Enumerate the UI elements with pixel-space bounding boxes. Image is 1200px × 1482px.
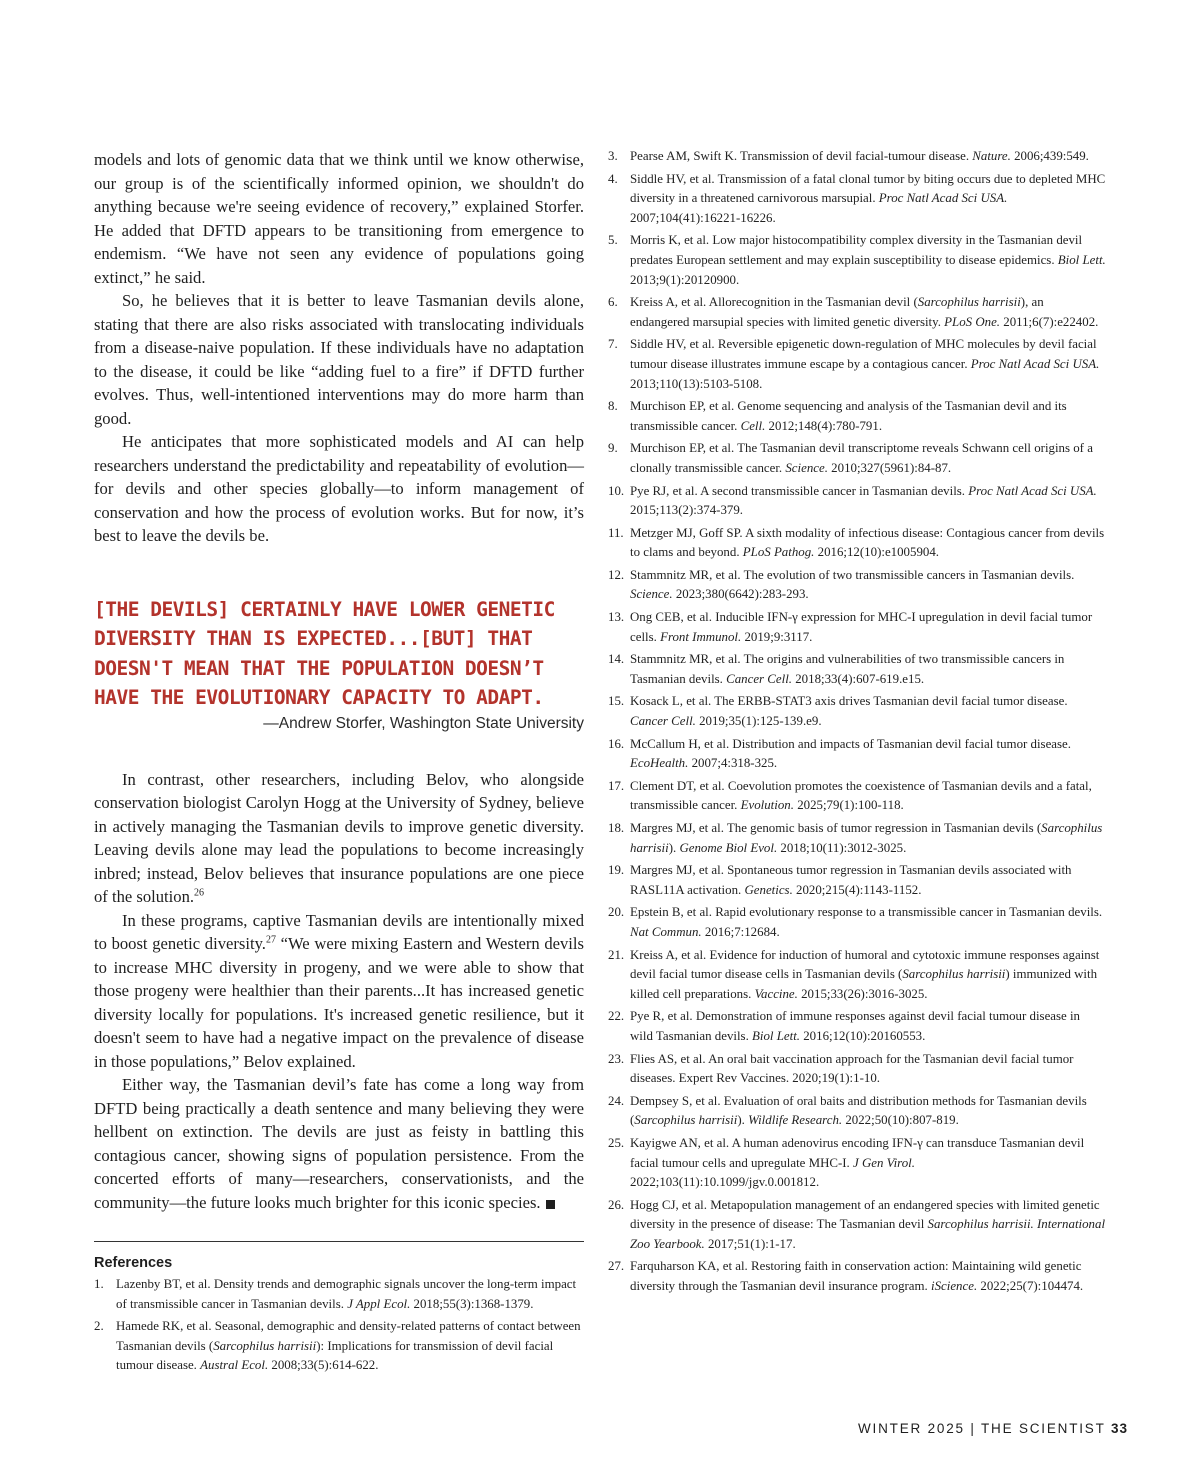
reference-text: Dempsey S, et al. Evaluation of oral baits and distribution methods for Tasmanian devils ( bbox=[630, 1093, 1087, 1128]
reference-journal: Sarcophilus harrisii. International Zoo Yearbook. bbox=[630, 1217, 1106, 1251]
reference-item bbox=[608, 524, 1106, 563]
body-paragraph: He anticipates that more sophisticated models and AI can help researchers understand the predictability and repeatability of evolution—for devils and other species globally—to inform management of conservation and how the process of evolution works. But for now, it’s best to leave the devils be. bbox=[94, 432, 584, 545]
reference-text: Flies AS, et al. An oral bait vaccination approach for the Tasmanian devil facial tumor diseases. Expert Rev Vaccines. 2020;19(1):1-10. bbox=[630, 1051, 1074, 1086]
reference-text: 2008;33(5):614-622. bbox=[268, 1358, 379, 1373]
reference-number: 20. bbox=[608, 905, 625, 920]
reference-journal: Wildlife Research. bbox=[748, 1113, 843, 1128]
reference-text: 2023;380(6642):283-293. bbox=[672, 587, 809, 602]
reference-text: 2018;10(11):3012-3025. bbox=[777, 840, 907, 855]
reference-text: Siddle HV, et al. Reversible epigenetic down-regulation of MHC molecules by devil facial tumour disease illustrates immune escape by a contagious cancer. bbox=[630, 337, 1097, 371]
reference-number: 22. bbox=[608, 1009, 625, 1024]
reference-text: 2018;55(3):1368-1379. bbox=[410, 1296, 534, 1311]
page-footer bbox=[858, 1421, 1128, 1436]
reference-item bbox=[94, 1275, 584, 1314]
body-text: In these programs, captive Tasmanian devils are intentionally mixed to boost genetic diversity. bbox=[94, 910, 584, 953]
reference-text: 2006;439:549. bbox=[1010, 149, 1089, 163]
body-text: Either way, the Tasmanian devil’s fate has come a long way from DFTD being practically a death sentence and many believing they were hellbent on extinction. The devils are just as feisty in battling this contagious cancer, showing signs of population persistence. From the concerted efforts of many—researchers, conservationists, and the community—the future looks much brighter for this iconic species. bbox=[94, 1075, 584, 1212]
reference-text: Murchison EP, et al. Genome sequencing and analysis of the Tasmanian devil and its transmissible cancer. bbox=[630, 399, 1067, 433]
reference-text: Margres MJ, et al. Spontaneous tumor regression in Tasmanian devils associated with RASL11A activation. bbox=[630, 863, 1072, 897]
reference-journal: Biol Lett. bbox=[1057, 252, 1106, 267]
reference-journal: Austral Ecol. bbox=[200, 1358, 269, 1373]
reference-journal: Nature. bbox=[972, 149, 1011, 163]
reference-number: 5. bbox=[608, 233, 618, 248]
reference-text: Stammnitz MR, et al. The origins and vulnerabilities of two transmissible cancers in Tasmanian devils. bbox=[630, 652, 1065, 686]
reference-journal: Genome Biol Evol. bbox=[679, 840, 778, 855]
reference-item bbox=[608, 861, 1106, 900]
pull-quote-attribution: —Andrew Storfer, Washington State University bbox=[263, 714, 584, 732]
body-paragraph: models and lots of genomic data that we think until we know otherwise, our group is of the scientifically informed opinion, we shouldn't do anything because we're seeing evidence of recovery,” explained Storfer. He added that DFTD appears to be transitioning from emergence to endemism. “We have not seen any evidence of populations going extinct,” he said. bbox=[94, 150, 584, 287]
reference-item bbox=[608, 566, 1106, 605]
reference-text: 2022;50(10):807-819. bbox=[842, 1113, 959, 1128]
reference-item bbox=[608, 170, 1106, 229]
reference-text: 2007;4:318-325. bbox=[688, 756, 778, 771]
reference-item bbox=[608, 439, 1106, 478]
reference-journal: iScience. bbox=[931, 1279, 978, 1294]
reference-text: Kosack L, et al. The ERBB-STAT3 axis drives Tasmanian devil facial tumor disease. bbox=[630, 694, 1068, 709]
reference-text: 2022;25(7):104474. bbox=[977, 1279, 1084, 1294]
references-heading: References bbox=[94, 1255, 173, 1271]
references-divider bbox=[94, 1241, 584, 1242]
reference-item bbox=[608, 335, 1106, 394]
reference-text: Pearse AM, Swift K. Transmission of devil facial-tumour disease. bbox=[630, 149, 973, 163]
reference-journal: Front Immunol. bbox=[660, 629, 742, 644]
reference-text: 2017;51(1):1-17. bbox=[704, 1236, 796, 1251]
reference-journal: Sarcophilus harrisii bbox=[917, 295, 1021, 310]
reference-item bbox=[608, 608, 1106, 647]
reference-journal: Proc Natl Acad Sci USA. bbox=[970, 356, 1100, 371]
reference-number: 2. bbox=[94, 1319, 104, 1334]
spacer bbox=[94, 735, 584, 768]
reference-text: 2015;33(26):3016-3025. bbox=[797, 986, 928, 1001]
reference-text: 2013;110(13):5103-5108. bbox=[630, 376, 763, 391]
reference-number: 8. bbox=[608, 399, 618, 414]
reference-text: Pye R, et al. Demonstration of immune responses against devil facial tumour disease in wild Tasmanian devils. bbox=[630, 1009, 1080, 1043]
reference-text: 2007;104(41):16221-16226. bbox=[630, 210, 776, 225]
reference-journal: Vaccine. bbox=[754, 986, 798, 1001]
reference-text: ), an endangered marsupial species with limited genetic diversity. bbox=[630, 295, 1044, 329]
reference-text: 2011;6(7):e22402. bbox=[1000, 314, 1099, 329]
reference-item bbox=[608, 1257, 1106, 1296]
reference-journal: Proc Natl Acad Sci USA. bbox=[968, 483, 1097, 498]
reference-number: 21. bbox=[608, 947, 625, 962]
reference-journal: Science. bbox=[785, 460, 828, 475]
reference-text: Margres MJ, et al. The genomic basis of tumor regression in Tasmanian devils ( bbox=[630, 821, 1042, 835]
body-text: In contrast, other researchers, including Belov, who alongside conservation biologist Carolyn Hogg at the University of Sydney, believe in actively managing the Tasmanian devils to improve genetic diversity. Leaving devils alone may lead the populations to become increasingly inbred; instead, Belov believes that insurance populations are one piece of the solution. bbox=[94, 769, 584, 906]
reference-number: 6. bbox=[608, 295, 618, 310]
main-column bbox=[94, 148, 584, 1214]
reference-text: Farquharson KA, et al. Restoring faith in conservation action: Maintaining wild genetic diversity through the Tasmanian devil insurance program. bbox=[630, 1259, 1082, 1294]
pull-quote: [THE DEVILS] CERTAINLY HAVE LOWER GENETIC DIVERSITY THAN IS EXPECTED...[BUT] THAT DOESN'T MEAN THAT THE POPULATION DOESN’T HAVE THE EVOLUTIONARY CAPACITY TO ADAPT. bbox=[94, 597, 555, 709]
citation-superscript[interactable]: 27 bbox=[265, 934, 276, 946]
reference-item bbox=[608, 1007, 1106, 1046]
page-number: 33 bbox=[1110, 1421, 1128, 1436]
reference-number: 1. bbox=[94, 1277, 104, 1291]
reference-item bbox=[94, 1317, 584, 1376]
reference-journal: PLoS Pathog. bbox=[742, 545, 815, 560]
reference-number: 13. bbox=[608, 610, 625, 625]
reference-journal: Sarcophilus harrisii bbox=[902, 967, 1006, 982]
reference-item bbox=[608, 1134, 1106, 1193]
reference-journal: Cell. bbox=[740, 418, 766, 433]
reference-journal: EcoHealth. bbox=[630, 756, 689, 771]
reference-text: ) immunized with killed cell preparations. bbox=[630, 967, 1098, 1001]
reference-text: 2018;33(4):607-619.e15. bbox=[792, 671, 925, 686]
reference-text: 2012;148(4):780-791. bbox=[765, 418, 883, 433]
reference-text: 2016;7:12684. bbox=[701, 924, 780, 939]
issue-label: WINTER 2025 | THE SCIENTIST bbox=[858, 1421, 1106, 1436]
body-paragraph bbox=[94, 1073, 584, 1214]
reference-journal: J Appl Ecol. bbox=[347, 1296, 411, 1311]
reference-text: Kayigwe AN, et al. A human adenovirus encoding IFN-γ can transduce Tasmanian devil facial tumour cells and upregulate MHC-I. bbox=[630, 1135, 1085, 1170]
reference-text: Siddle HV, et al. Transmission of a fatal clonal tumor by biting occurs due to depleted MHC diversity in a threatened carnivorous marsupial. bbox=[630, 171, 1106, 206]
reference-journal: Biol Lett. bbox=[752, 1028, 801, 1043]
reference-journal: Sarcophilus harrisii bbox=[634, 1113, 738, 1128]
reference-item bbox=[608, 147, 1106, 167]
reference-text: Pye RJ, et al. A second transmissible cancer in Tasmanian devils. bbox=[630, 483, 969, 498]
reference-item bbox=[608, 692, 1106, 731]
reference-journal: Genetics. bbox=[744, 882, 793, 897]
reference-text: Stammnitz MR, et al. The evolution of two transmissible cancers in Tasmanian devils. bbox=[630, 567, 1075, 582]
reference-journal: J Gen Virol. bbox=[853, 1155, 915, 1170]
reference-text: Ong CEB, et al. Inducible IFN-γ expression for MHC-I upregulation in devil facial tumor cells. bbox=[630, 610, 1093, 644]
reference-number: 16. bbox=[608, 736, 625, 751]
reference-text: 2019;9:3117. bbox=[741, 629, 813, 644]
body-text: “We were mixing Eastern and Western devils to increase MHC diversity in progeny, and we were able to show that those progeny were healthier than their parents...It has increased genetic diversity locally for populations. It's increased genetic resilience, but it doesn't seem to have had a negative impact on the prevalence of disease in those populations,” Belov explained. bbox=[94, 934, 584, 1071]
reference-text: 2020;215(4):1143-1152. bbox=[792, 882, 922, 897]
reference-text: Hogg CJ, et al. Metapopulation management of an endangered species with limited genetic diversity in the presence of disease: The Tasmanian devil bbox=[630, 1197, 1100, 1232]
reference-number: 9. bbox=[608, 441, 618, 456]
references-list-right bbox=[608, 147, 1106, 1300]
reference-number: 15. bbox=[608, 694, 625, 709]
reference-item bbox=[608, 650, 1106, 689]
reference-number: 18. bbox=[608, 821, 625, 835]
reference-text: Kreiss A, et al. Evidence for induction of humoral and cytotoxic immune responses against devil facial tumor disease cells in Tasmanian devils ( bbox=[630, 947, 1100, 982]
reference-journal: Sarcophilus harrisii bbox=[213, 1338, 317, 1353]
reference-item bbox=[608, 777, 1106, 816]
reference-item bbox=[608, 735, 1106, 774]
reference-number: 12. bbox=[608, 567, 625, 582]
reference-number: 26. bbox=[608, 1197, 625, 1212]
reference-text: ). bbox=[668, 840, 680, 855]
reference-number: 19. bbox=[608, 863, 625, 878]
reference-item bbox=[608, 1050, 1106, 1089]
end-mark-icon bbox=[546, 1200, 555, 1209]
reference-text: McCallum H, et al. Distribution and impacts of Tasmanian devil facial tumor disease. bbox=[630, 736, 1071, 751]
reference-text: 2022;103(11):10.1099/jgv.0.001812. bbox=[630, 1175, 820, 1190]
reference-text: ): Implications for transmission of devil facial tumour disease. bbox=[116, 1338, 554, 1373]
reference-journal: Cancer Cell. bbox=[630, 714, 696, 729]
reference-text: Metzger MJ, Goff SP. A sixth modality of infectious disease: Contagious cancer from devils to clams and beyond. bbox=[630, 525, 1105, 560]
reference-journal: Proc Natl Acad Sci USA. bbox=[878, 191, 1008, 206]
reference-text: Hamede RK, et al. Seasonal, demographic and density-related patterns of contact between Tasmanian devils ( bbox=[116, 1319, 581, 1353]
reference-item bbox=[608, 231, 1106, 290]
reference-text: Lazenby BT, et al. Density trends and demographic signals uncover the long-term impact of transmissible cancer in Tasmanian devils. bbox=[116, 1277, 577, 1311]
references-list-left bbox=[94, 1275, 584, 1379]
reference-journal: Sarcophilus harrisii bbox=[630, 821, 1103, 855]
body-paragraph bbox=[94, 909, 584, 1074]
reference-text: Morris K, et al. Low major histocompatibility complex diversity in the Tasmanian devil predates European settlement and may explain susceptibility to disease epidemics. bbox=[630, 233, 1083, 267]
reference-text: 2013;9(1):20120900. bbox=[630, 272, 740, 287]
reference-number: 10. bbox=[608, 483, 625, 498]
reference-text: 2019;35(1):125-139.e9. bbox=[695, 714, 822, 729]
reference-item bbox=[608, 1196, 1106, 1255]
reference-number: 27. bbox=[608, 1259, 625, 1274]
body-paragraph bbox=[94, 768, 584, 909]
reference-number: 3. bbox=[608, 149, 618, 163]
reference-text: 2015;113(2):374-379. bbox=[630, 503, 744, 518]
reference-text: Clement DT, et al. Coevolution promotes the coexistence of Tasmanian devils and a fatal, transmissible cancer. bbox=[630, 778, 1092, 813]
reference-number: 17. bbox=[608, 778, 625, 793]
reference-number: 25. bbox=[608, 1135, 625, 1150]
reference-number: 11. bbox=[608, 525, 624, 540]
reference-item bbox=[608, 819, 1106, 858]
body-paragraph: So, he believes that it is better to leave Tasmanian devils alone, stating that there are also risks associated with translocating individuals from a disease-naive population. If these individuals have no adaptation to the disease, it could be like “adding fuel to a fire” if DFTD further evolves. Thus, well-intentioned interventions may do more harm than good. bbox=[94, 291, 584, 428]
reference-item bbox=[608, 397, 1106, 436]
reference-text: Kreiss A, et al. Allorecognition in the Tasmanian devil ( bbox=[630, 295, 918, 310]
reference-number: 7. bbox=[608, 337, 618, 352]
reference-item bbox=[608, 903, 1106, 942]
reference-text: Epstein B, et al. Rapid evolutionary response to a transmissible cancer in Tasmanian devils. bbox=[630, 905, 1103, 920]
reference-number: 23. bbox=[608, 1051, 625, 1066]
reference-item bbox=[608, 946, 1106, 1005]
reference-number: 24. bbox=[608, 1093, 625, 1108]
reference-text: 2016;12(10):e1005904. bbox=[814, 545, 940, 560]
citation-superscript[interactable]: 26 bbox=[194, 887, 205, 899]
reference-item bbox=[608, 293, 1106, 332]
reference-text: 2010;327(5961):84-87. bbox=[827, 460, 952, 475]
reference-journal: Cancer Cell. bbox=[726, 671, 793, 686]
reference-item bbox=[608, 482, 1106, 521]
reference-journal: Evolution. bbox=[740, 798, 794, 813]
reference-journal: Science. bbox=[630, 587, 673, 602]
reference-journal: PLoS One. bbox=[944, 314, 1001, 329]
reference-journal: Nat Commun. bbox=[630, 924, 702, 939]
reference-number: 14. bbox=[608, 652, 625, 667]
reference-number: 4. bbox=[608, 171, 618, 186]
reference-text: Murchison EP, et al. The Tasmanian devil transcriptome reveals Schwann cell origins of a clonally transmissible cancer. bbox=[630, 441, 1093, 475]
reference-item bbox=[608, 1092, 1106, 1131]
reference-text: ). bbox=[737, 1113, 749, 1128]
reference-text: 2016;12(10):20160553. bbox=[800, 1028, 926, 1043]
reference-text: 2025;79(1):100-118. bbox=[793, 798, 904, 813]
